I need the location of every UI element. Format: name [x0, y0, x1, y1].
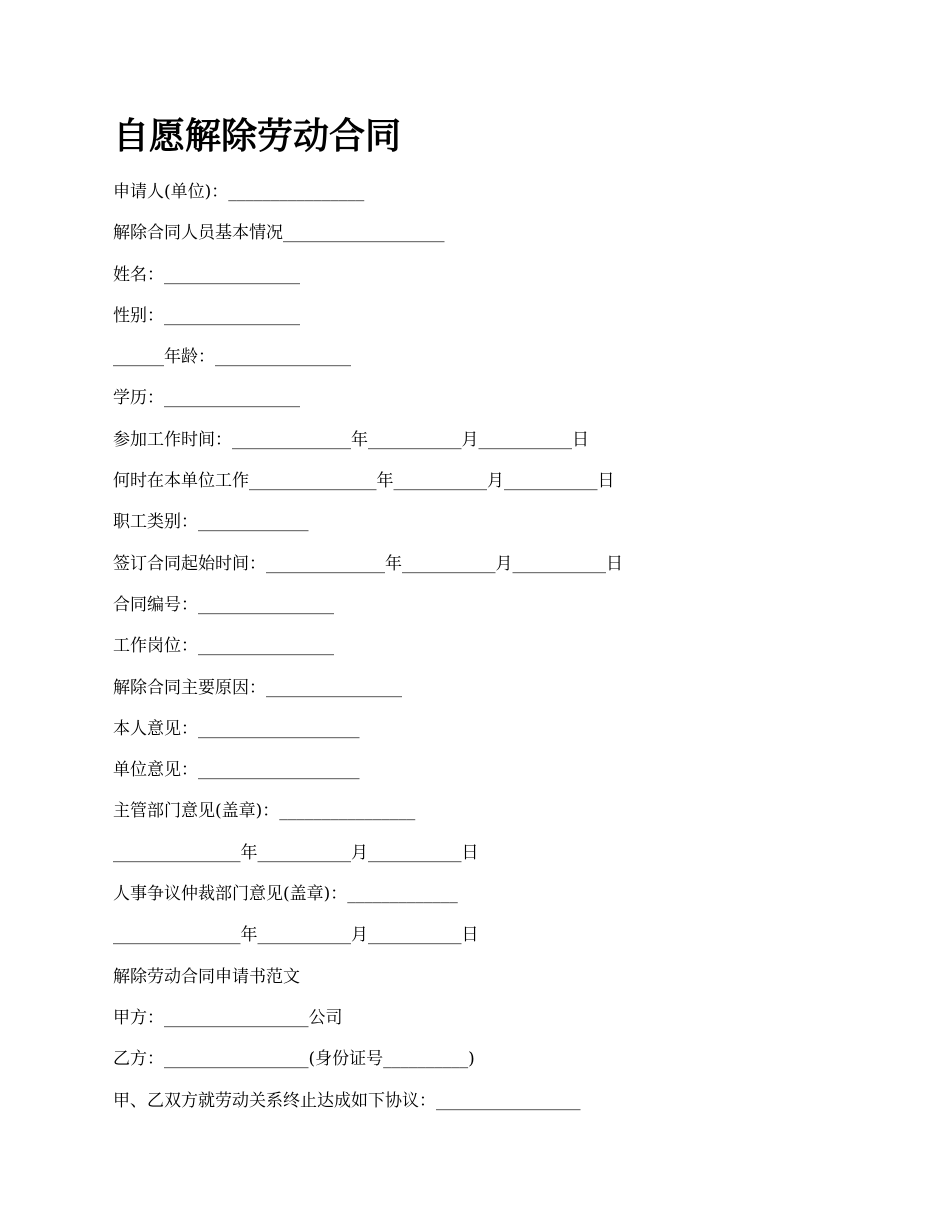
arbitration-opinion-line: 人事争议仲裁部门意见(盖章)：_____________ — [113, 884, 458, 905]
job-position-line: 工作岗位：________________ — [113, 636, 334, 657]
document-title: 自愿解除劳动合同 — [113, 115, 402, 157]
name-line: 姓名：________________ — [113, 264, 300, 285]
employee-category-line: 职工类别：_____________ — [113, 512, 309, 533]
education-line: 学历：________________ — [113, 388, 300, 409]
contract-number-line: 合同编号：________________ — [113, 594, 334, 615]
unit-join-date-line: 何时在本单位工作_______________年___________月___________日 — [113, 471, 615, 492]
gender-line: 性别：________________ — [113, 305, 300, 326]
unit-opinion-line: 单位意见：___________________ — [113, 760, 360, 781]
party-a-line: 甲方：_________________公司 — [113, 1007, 343, 1028]
personal-opinion-line: 本人意见：___________________ — [113, 718, 360, 739]
authority-opinion-line: 主管部门意见(盖章)：________________ — [113, 801, 416, 822]
basic-info-line: 解除合同人员基本情况___________________ — [113, 223, 445, 244]
age-line: ______年龄：________________ — [113, 347, 351, 368]
contract-start-date-line: 签订合同起始时间：______________年___________月___________日 — [113, 553, 623, 574]
work-start-date-line: 参加工作时间：______________年___________月___________日 — [113, 429, 589, 450]
form-lines — [113, 177, 913, 1127]
agreement-line: 甲、乙双方就劳动关系终止达成如下协议：_________________ — [113, 1090, 581, 1111]
applicant-unit-line: 申请人(单位)：________________ — [113, 182, 365, 202]
party-b-line: 乙方：_________________(身份证号__________) — [113, 1049, 475, 1070]
sample-heading-line: 解除劳动合同申请书范文 — [113, 966, 300, 987]
termination-reason-line: 解除合同主要原因：________________ — [113, 677, 402, 698]
arbitration-date-line: _______________年___________月___________日 — [113, 925, 479, 946]
authority-date-line: _______________年___________月___________日 — [113, 842, 479, 863]
